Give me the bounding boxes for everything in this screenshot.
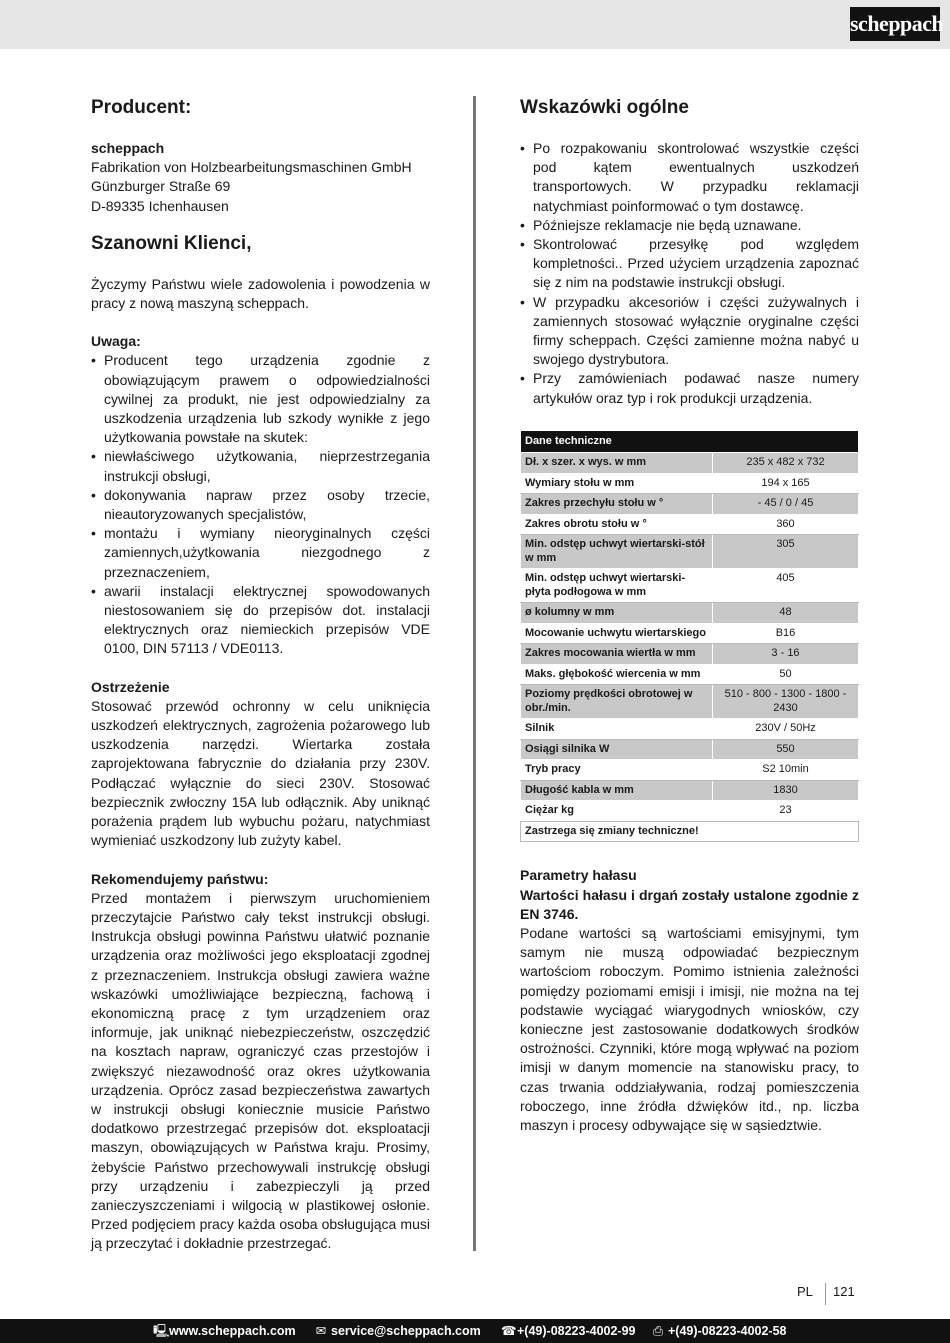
row-label: Tryb pracy [521, 760, 713, 781]
computer-icon: 🖳 [153, 1324, 170, 1338]
row-value: B16 [713, 623, 859, 644]
list-item: • Przy zamówieniach podawać nasze numery artykułów oraz typ i rok produkcji urządzenia. [520, 369, 859, 407]
row-label: Silnik [521, 719, 713, 740]
header-bar [0, 0, 950, 49]
attention-heading: Uwaga: [91, 333, 141, 350]
divider [825, 1283, 826, 1305]
producer-line: Fabrikation von Holzbearbeitungsmaschinen GmbH [91, 159, 412, 176]
row-value: 50 [713, 664, 859, 685]
table-row [521, 494, 859, 515]
noise-heading: Parametry hałasu [520, 867, 637, 884]
table-row [521, 664, 859, 685]
recommend-text: Przed montażem i pierwszym uruchomieniem przeczytajcie Państwo cały tekst instrukcji obsługi. Instrukcja obsługi powinna Państwu ułatwić poznanie urządzenia oraz możliwości jego eksploatacji zgodnej z przeznaczeniem. Instrukcja obsługi zawiera ważne wskazówki umożliwiające bezpieczną, fachową i ekonomiczną pracę z tym urządzeniem oraz informuje, jak uniknąć niebezpieczeństw, oszczędzić na kosztach napraw, ograniczyć czas przestojów i zwiększyć niezawodność oraz okres użytkowania urządzenia. Oprócz zasad bezpieczeństwa zawartych w instrukcji obsługi koniecznie musicie Państwo dodatkowo przestrzegać przepisów dot. eksploatacji maszyn, obowiązujących w Państwa kraju. Prosimy, żebyście Państwo przechowywali instrukcję obsługi przy urządzeniu i zabezpieczyli ją przed zanieczyszczeniami i wilgocią w plastikowej osłonie. Przed podjęciem pracy każda osoba obsługująca musi ją przeczytać i dokładnie przestrzegać. [91, 889, 430, 1252]
row-value: 360 [713, 514, 859, 535]
table-row [521, 453, 859, 474]
clients-heading: Szanowni Klienci, [91, 232, 252, 254]
warning-heading: Ostrzeżenie [91, 678, 170, 695]
producer-heading: Producent: [91, 97, 192, 118]
fax-icon: ⎙ [652, 1324, 663, 1338]
table-row [521, 514, 859, 535]
row-value: 194 x 165 [713, 473, 859, 494]
row-value: 1830 [713, 780, 859, 801]
row-label: Mocowanie uchwytu wiertarskiego [521, 623, 713, 644]
website-link[interactable]: www.scheppach.com [169, 1324, 296, 1338]
table-row [521, 569, 859, 603]
language-code: PL [797, 1284, 813, 1299]
producer-name: scheppach [91, 140, 165, 156]
table-row [521, 623, 859, 644]
list-item: • W przypadku akcesoriów i części zużywalnych i zamiennych stosować wyłącznie oryginalne części firmy scheppach. Części zamienne można nabyć u swojego dystrybutora. [520, 293, 859, 370]
row-label: Ciężar kg [521, 801, 713, 822]
general-heading: Wskazówki ogólne [520, 97, 689, 118]
phone-icon: ☎ [501, 1324, 517, 1338]
row-value: 405 [713, 569, 859, 603]
producer-line: D-89335 Ichenhausen [91, 197, 229, 214]
list-item: • montażu i wymiany nieoryginalnych części zamiennych,użytkowania niezgodnego z przeznaczeniem, [91, 524, 430, 582]
scheppach-logo: scheppach [850, 7, 940, 41]
row-value: 3 - 16 [713, 644, 859, 665]
fax-item [652, 1319, 787, 1343]
table-footer: Zastrzega się zmiany techniczne! [521, 821, 859, 842]
general-list [520, 139, 859, 408]
row-label: ø kolumny w mm [521, 603, 713, 624]
fax-number: +(49)-08223-4002-58 [668, 1324, 787, 1338]
row-value: - 45 / 0 / 45 [713, 494, 859, 515]
row-label: Poziomy prędkości obrotowej w obr./min. [521, 685, 713, 719]
row-label: Maks. głębokość wiercenia w mm [521, 664, 713, 685]
recommend-heading: Rekomendujemy państwu: [91, 870, 269, 887]
list-item: • niewłaściwego użytkowania, nieprzestrzegania instrukcji obsługi, [91, 447, 430, 485]
page-footer [780, 1283, 860, 1307]
row-label: Zakres przechyłu stołu w ° [521, 494, 713, 515]
list-item: • awarii instalacji elektrycznej spowodowanych niestosowaniem się do przepisów dot. instalacji elektrycznych oraz niemieckich przepisów VDE 0100, DIN 57113 / VDE0113. [91, 582, 430, 659]
row-label: Osiągi silnika W [521, 739, 713, 760]
list-item: • Po rozpakowaniu skontrolować wszystkie części pod kątem ewentualnych uszkodzeń transportowych. W przypadku reklamacji natychmiast poinformować o tym dostawcę. [520, 139, 859, 216]
row-value: 305 [713, 535, 859, 569]
row-value: 550 [713, 739, 859, 760]
producer-line: Günzburger Straße 69 [91, 178, 231, 195]
table-row [521, 603, 859, 624]
column-divider [473, 96, 476, 1251]
table-header: Dane techniczne [521, 430, 859, 453]
row-label: Zakres obrotu stołu w ° [521, 514, 713, 535]
row-label: Dł. x szer. x wys. w mm [521, 453, 713, 474]
noise-subheading: Wartości hałasu i drgań zostały ustalone zgodnie z EN 3746. [520, 886, 859, 922]
table-row [521, 685, 859, 719]
attention-list [91, 351, 430, 658]
website-item [153, 1319, 296, 1343]
row-label: Zakres mocowania wiertła w mm [521, 644, 713, 665]
contact-bar [0, 1319, 950, 1343]
row-label: Wymiary stołu w mm [521, 473, 713, 494]
email-link[interactable]: service@scheppach.com [331, 1324, 481, 1338]
row-label: Min. odstęp uchwyt wiertarski-stół w mm [521, 535, 713, 569]
row-label: Długość kabla w mm [521, 780, 713, 801]
clients-text: Życzymy Państwu wiele zadowolenia i powodzenia w pracy z nową maszyną scheppach. [91, 275, 430, 312]
list-item: • Skontrolować przesyłkę pod względem kompletności.. Przed użyciem urządzenia zapoznać się z nim na podstawie instrukcji obsługi. [520, 235, 859, 293]
left-column [91, 96, 430, 1254]
warning-text: Stosować przewód ochronny w celu uniknięcia uszkodzeń elektrycznych, zagrożenia pożarowego lub uszkodzenia narzędzi. Wiertarka została zaprojektowana fabrycznie do działania przy 230V. Podłączać wyłącznie do sieci 230V. Stosować bezpiecznik zwłoczny 15A lub odłącznik. Aby uniknąć porażenia prądem lub wybuchu pożaru, natychmiast wymieniać uszkodzony lub zużyty kabel. [91, 697, 430, 849]
row-value: 23 [713, 801, 859, 822]
list-item: • Późniejsze reklamacje nie będą uznawane. [520, 216, 859, 235]
row-value: 48 [713, 603, 859, 624]
noise-text: Podane wartości są wartościami emisyjnymi, tym samym nie muszą odpowiadać bezpiecznym wartościom roboczym. Pomimo istnienia zależności pomiędzy poziomami emisji i imisji, nie można na tej podstawie wyciągać wiarygodnych wniosków, czy konieczne jest zastosowanie dodatkowych środków ostrożności. Czynniki, które mogą wpływać na poziom imisji w danym momencie na stanowisku pracy, to czas trwania oddziaływania, rodzaj pomieszczenia roboczego, inne źródła dźwięków itd., np. liczba maszyn i procesy odbywające się w sąsiedztwie. [520, 924, 859, 1133]
tech-data-table [520, 430, 859, 843]
phone-item [501, 1319, 636, 1343]
row-value: 230V / 50Hz [713, 719, 859, 740]
phone-number: +(49)-08223-4002-99 [517, 1324, 636, 1338]
table-row [521, 535, 859, 569]
table-row [521, 644, 859, 665]
row-label: Min. odstęp uchwyt wiertarski-płyta podłogowa w mm [521, 569, 713, 603]
table-row [521, 801, 859, 822]
row-value: 510 - 800 - 1300 - 1800 - 2430 [713, 685, 859, 719]
right-column [520, 96, 859, 1135]
table-row [521, 719, 859, 740]
row-value: S2 10min [713, 760, 859, 781]
table-row [521, 739, 859, 760]
list-item: • dokonywania napraw przez osoby trzecie, nieautoryzowanych specjalistów, [91, 486, 430, 524]
row-value: 235 x 482 x 732 [713, 453, 859, 474]
list-item: • Producent tego urządzenia zgodnie z obowiązującym prawem o odpowiedzialności cywilnej za produkt, nie jest odpowiedzialny za uszkodzenia urządzenia lub szkody wynikłe z jego użytkowania powstałe na skutek: [91, 351, 430, 447]
mail-icon: ✉ [315, 1324, 327, 1338]
table-row [521, 760, 859, 781]
email-item [315, 1319, 481, 1343]
table-row [521, 473, 859, 494]
table-row [521, 780, 859, 801]
page-number: 121 [833, 1284, 855, 1299]
